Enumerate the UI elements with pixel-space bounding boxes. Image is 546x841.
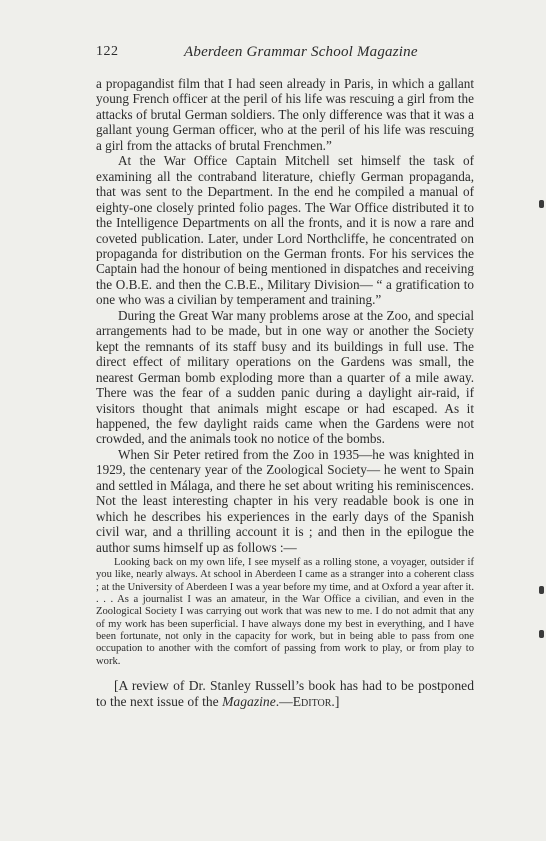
paragraph: a propagandist film that I had seen already in Paris, in which a gallant young French officer at the peril of his life was rescuing a girl from the attacks of brutal German soldiers. The only difference was that it was a gallant young German officer, who at the peril of his life was rescuing a girl from the attacks of brutal Frenchmen.” <box>96 76 474 153</box>
running-head <box>96 44 476 64</box>
editor-note-signature: Editor <box>292 694 332 710</box>
margin-ink-mark <box>539 630 544 638</box>
margin-ink-mark <box>539 586 544 594</box>
paragraph: At the War Office Captain Mitchell set himself the task of examining all the contraband literature, chiefly German propaganda, that was sent to the Department. In the end he compiled a manual of eighty-one closely printed folio pages. The War Office distributed it to the Intelligence Departments on all the fronts, and it is now a rare and coveted publication. Later, under Lord Northcliffe, he concentrated on propaganda for distribution on the German fronts. For his services the Captain had the honour of being mentioned in dispatches and receiving the O.B.E. and then the C.B.E., Military Division— “ a gratification to one who was a civilian by temperament and training.” <box>96 153 474 308</box>
page-number: 122 <box>96 44 119 59</box>
paragraph: When Sir Peter retired from the Zoo in 1935—he was knighted in 1929, the centenary year of the Zoological Society— he went to Spain and settled in Málaga, and there he set about writing his reminiscences. Not the least interesting chapter in his very readable book is one in which he describes his experiences in the early days of the Spanish civil war, and a thrilling account it is ; and then in the epilogue the author sums himself up as follows :— <box>96 446 474 555</box>
editor-note-dash: .— <box>275 694 293 710</box>
block-quote: Looking back on my own life, I see myself as a rolling stone, a voyager, outsider if you like, nearly always. At school in Aberdeen I came as a stranger into a coherent class ; at the University of Aberdeen I was a year before my time, and at Oxford a year after it. . . . As a journalist I was an amateur, in the War Office a civilian, and even in the Zoological Society I was carrying out work that was new to me. I do not admit that any of my work has been superficial. I have always done my best in everything, and I have been fortunate, not only in the capacity for work, but in being able to pass from one occupation to another with the comfort of passing from work to play, or from play to work. <box>96 557 474 667</box>
running-title: Aberdeen Grammar School Magazine <box>184 44 418 60</box>
editor-note-text: [A review of Dr. Stanley Russell’s book has had to be postponed to the next issue of the <box>96 678 474 710</box>
editor-note-close: .] <box>331 694 340 710</box>
margin-ink-mark <box>539 200 544 208</box>
editor-note-magazine: Magazine <box>222 694 276 710</box>
body-text <box>96 76 474 710</box>
paragraph: During the Great War many problems arose at the Zoo, and special arrangements had to be made, but in one way or another the Society kept the remnants of its staff busy and its buildings in full use. The direct effect of military operations on the Gardens was small, the nearest German bomb exploding more than a quarter of a mile away. There was the fear of a sudden panic during a daylight air-raid, if visitors thought that animals might escape or had escaped. As it happened, the few daylight raids came when the Gardens were not crowded, and the animals took no notice of the bombs. <box>96 307 474 447</box>
editor-note <box>96 678 474 710</box>
